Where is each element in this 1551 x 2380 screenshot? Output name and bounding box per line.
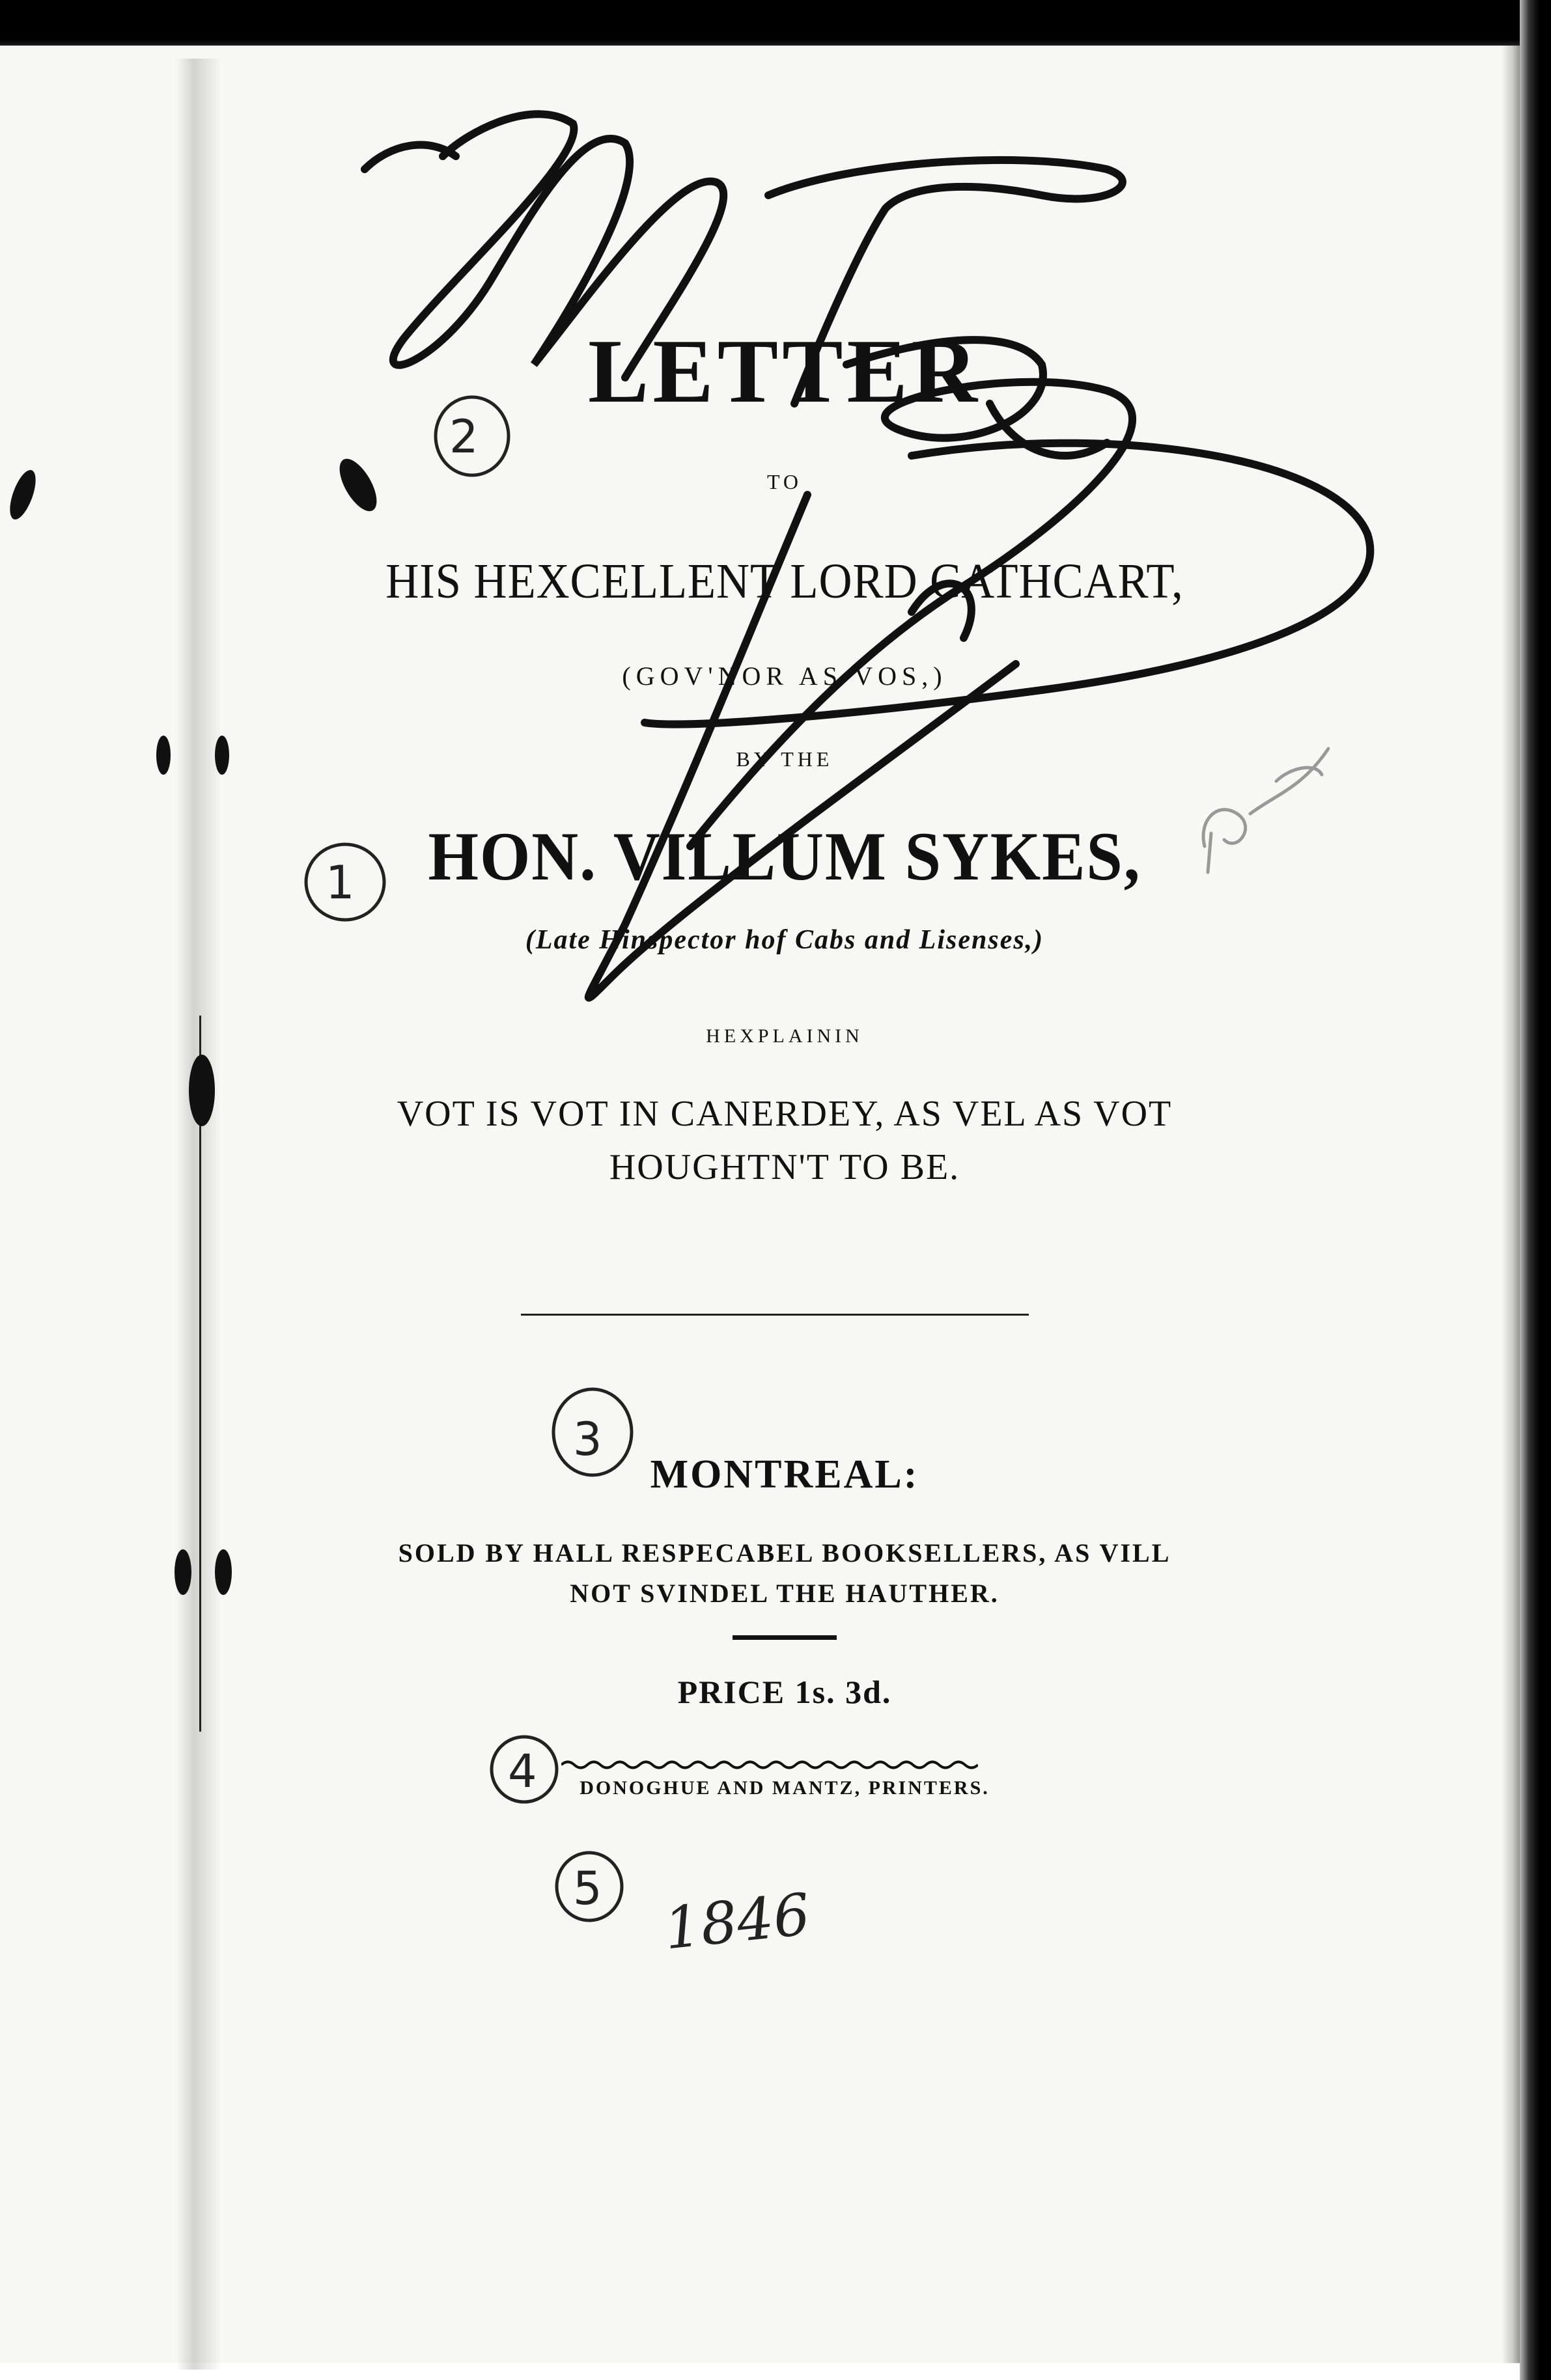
binding-tear-mark xyxy=(156,736,171,775)
binding-tear-mark xyxy=(175,1549,191,1595)
subject-text xyxy=(339,1087,1231,1194)
price-line: PRICE 1s. 3d. xyxy=(677,1674,892,1710)
subject-line-1: VOT IS VOT IN CANERDEY, AS VEL AS VOT xyxy=(397,1094,1173,1134)
imprint-city: MONTREAL: xyxy=(650,1452,919,1497)
circle-mark-icon xyxy=(547,1383,638,1481)
page-edge-shadow xyxy=(1503,46,1520,2363)
circled-number-label: 4 xyxy=(508,1745,537,1798)
imprint-sellers xyxy=(339,1533,1231,1614)
author-name: HON. VILLUM SYKES, xyxy=(428,818,1141,894)
sellers-line-2: NOT SVINDEL THE HAUTHER. xyxy=(570,1579,999,1608)
circle-mark-icon xyxy=(430,394,514,478)
circle-mark-icon xyxy=(550,1847,628,1926)
by-label: BY THE xyxy=(736,747,833,771)
explaining-label: HEXPLAININ xyxy=(706,1025,863,1047)
circled-number-2 xyxy=(449,410,479,464)
price-rule xyxy=(733,1635,837,1640)
circled-number-3 xyxy=(573,1413,602,1466)
addressee-line: HIS HEXCELLENT LORD CATHCART, xyxy=(385,554,1184,609)
binding-tear-mark xyxy=(189,1055,215,1126)
circled-number-label: 1 xyxy=(326,856,355,909)
author-note: (Late Hinspector hof Cabs and Lisenses,) xyxy=(525,925,1044,955)
document-title: LETTER xyxy=(588,321,981,422)
circled-number-1 xyxy=(326,856,355,909)
binding-gutter xyxy=(176,59,221,2370)
binding-tear-mark xyxy=(215,736,229,775)
circle-mark-icon xyxy=(485,1730,563,1808)
sellers-line-1: SOLD BY HALL RESPECABEL BOOKSELLERS, AS VILL xyxy=(398,1538,1171,1568)
circled-number-4 xyxy=(508,1745,537,1798)
subject-line-2: HOUGHTN'T TO BE. xyxy=(609,1147,960,1187)
section-rule xyxy=(521,1314,1029,1316)
handwritten-year: 1846 xyxy=(661,1880,813,1963)
binding-tear-mark xyxy=(215,1549,232,1595)
scan-right-border xyxy=(1520,0,1551,2380)
circled-number-5 xyxy=(573,1862,602,1915)
circled-number-label: 2 xyxy=(449,410,479,464)
circle-mark-icon xyxy=(300,840,391,924)
circled-number-label: 3 xyxy=(573,1413,602,1466)
circled-number-label: 5 xyxy=(573,1862,602,1915)
addressee-aside: (GOV'NOR AS VOS,) xyxy=(622,661,947,691)
printers-line: DONOGHUE AND MANTZ, PRINTERS. xyxy=(580,1777,990,1799)
wavy-rule xyxy=(561,1758,978,1772)
to-label: TO xyxy=(766,470,803,493)
